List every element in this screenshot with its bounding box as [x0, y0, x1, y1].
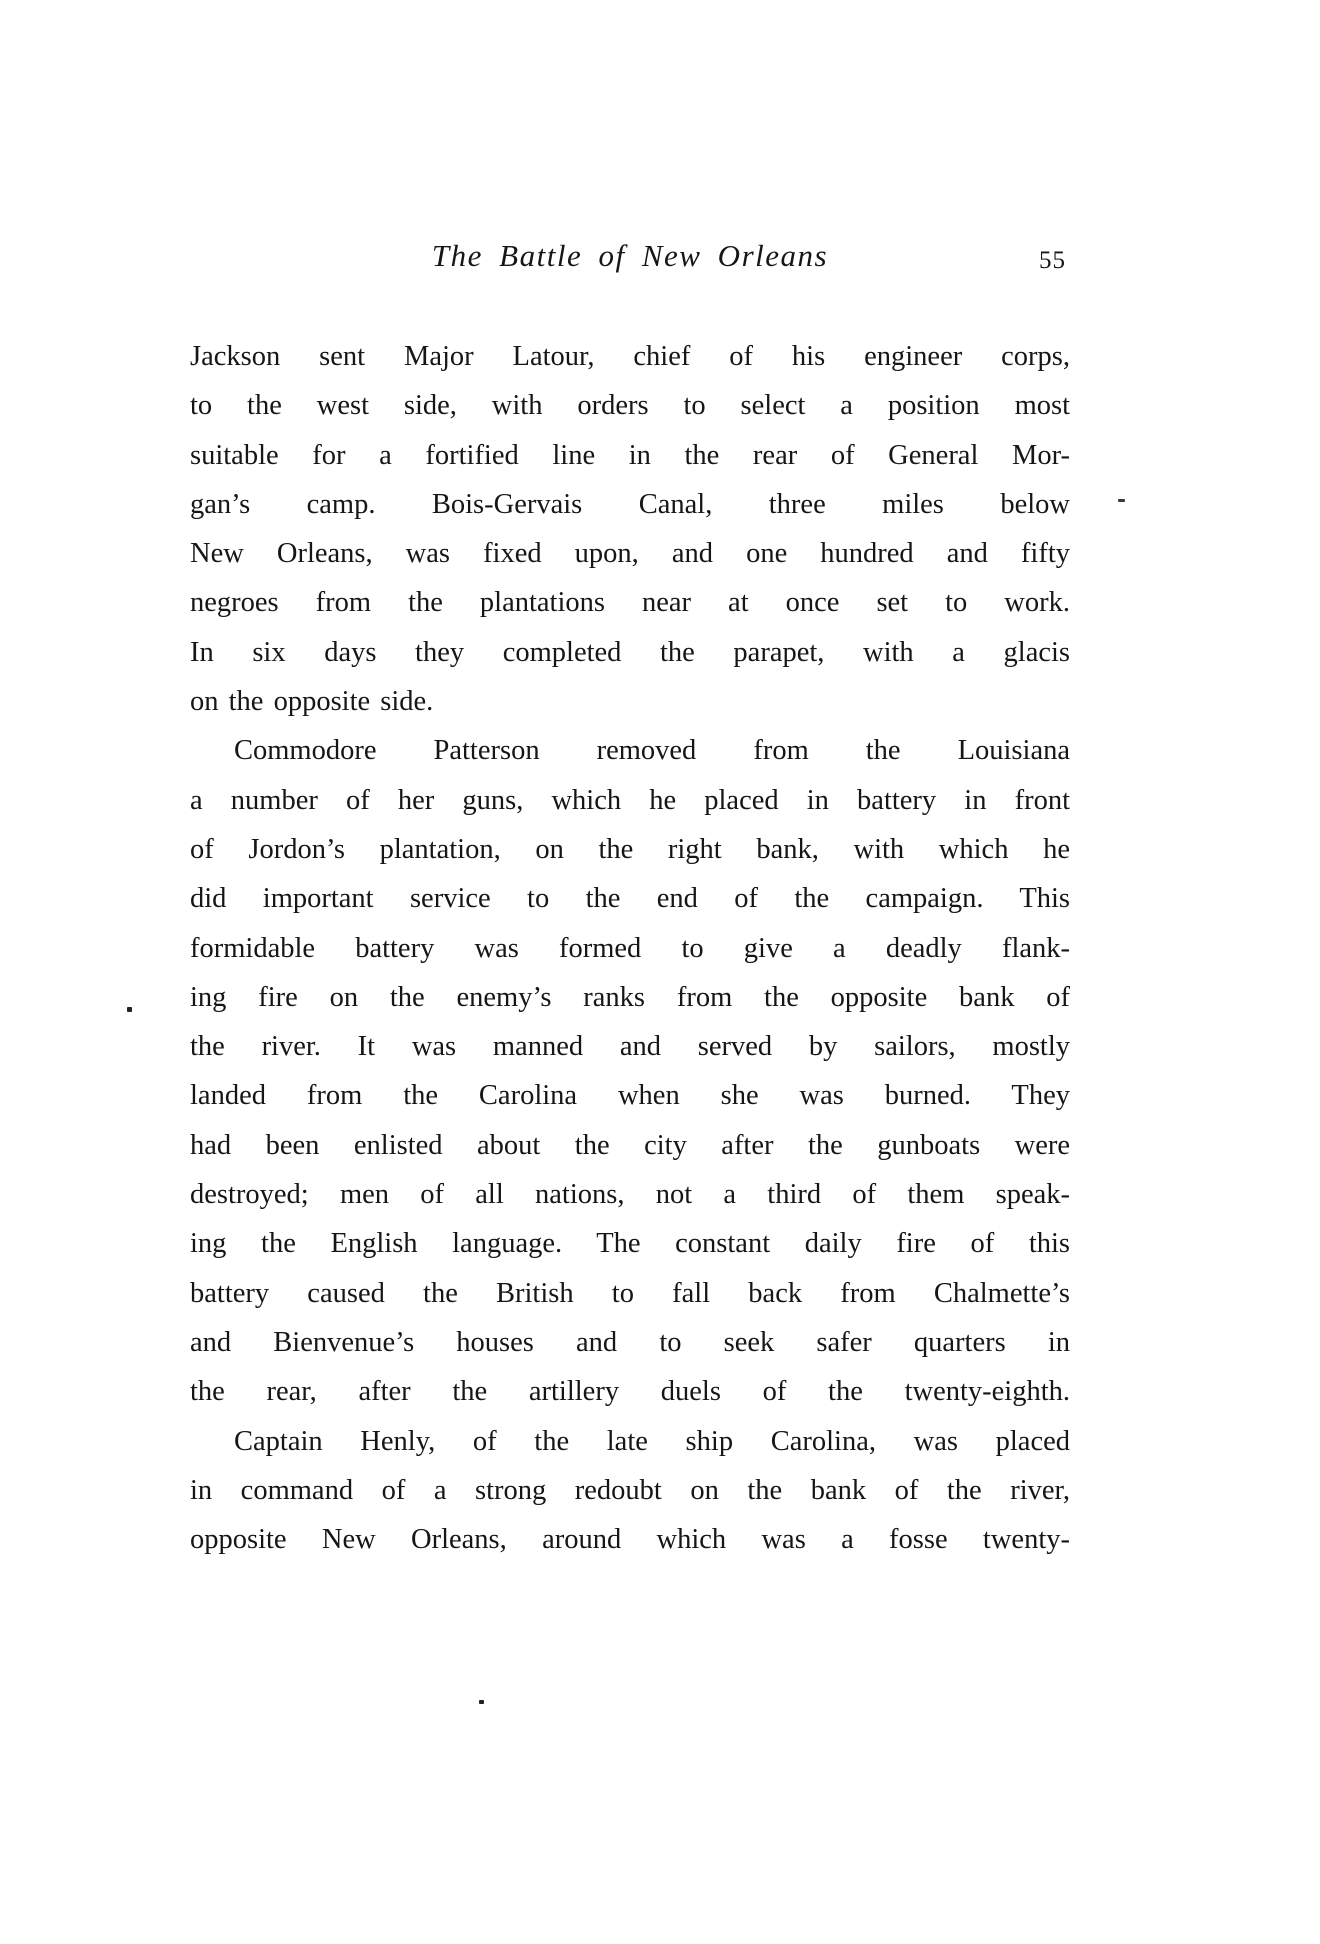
page-number: 55: [1039, 247, 1066, 274]
text-line: battery caused the British to fall back from Chalmette’s: [190, 1277, 1070, 1309]
text-line: a number of her guns, which he placed in battery in front: [190, 784, 1070, 816]
running-title: The Battle of New Orleans: [431, 238, 829, 273]
paragraph: [190, 332, 1070, 726]
text-line: on the opposite side.: [190, 686, 434, 718]
text-line: the river. It was manned and served by sailors, mostly: [190, 1031, 1070, 1063]
text-line: in command of a strong redoubt on the bank of the river,: [190, 1474, 1070, 1506]
ink-speck: [479, 1700, 484, 1704]
text-line: and Bienvenue’s houses and to seek safer quarters in: [190, 1326, 1070, 1358]
text-line: negroes from the plantations near at once set to work.: [190, 587, 1070, 619]
body-text: [190, 332, 1070, 1564]
text-line: In six days they completed the parapet, with a glacis: [190, 636, 1070, 668]
text-line: formidable battery was formed to give a deadly flank-: [190, 932, 1070, 964]
text-line: destroyed; men of all nations, not a third of them speak-: [190, 1179, 1070, 1211]
text-line: the rear, after the artillery duels of the twenty-eighth.: [190, 1376, 1070, 1408]
paragraph: [190, 726, 1070, 1416]
text-line: Commodore Patterson removed from the Louisiana: [234, 735, 1070, 767]
text-line: gan’s camp. Bois-Gervais Canal, three miles below: [190, 488, 1070, 520]
ink-speck: [1118, 499, 1125, 502]
ink-speck: [127, 1007, 132, 1012]
text-line: landed from the Carolina when she was burned. They: [190, 1080, 1070, 1112]
text-line: ing the English language. The constant daily fire of this: [190, 1228, 1070, 1260]
text-line: Captain Henly, of the late ship Carolina, was placed: [234, 1425, 1070, 1457]
text-line: had been enlisted about the city after the gunboats were: [190, 1129, 1070, 1161]
text-line: New Orleans, was fixed upon, and one hundred and fifty: [190, 538, 1070, 570]
page-header: [190, 238, 1070, 290]
paragraph: [190, 1417, 1070, 1565]
text-line: ing fire on the enemy’s ranks from the opposite bank of: [190, 981, 1070, 1013]
text-line: of Jordon’s plantation, on the right bank, with which he: [190, 833, 1070, 865]
text-line: opposite New Orleans, around which was a fosse twenty-: [190, 1524, 1070, 1556]
text-line: Jackson sent Major Latour, chief of his engineer corps,: [190, 341, 1070, 372]
text-line: did important service to the end of the campaign. This: [190, 883, 1070, 915]
text-line: to the west side, with orders to select a position most: [190, 390, 1070, 422]
text-line: suitable for a fortified line in the rear of General Mor-: [190, 439, 1070, 471]
